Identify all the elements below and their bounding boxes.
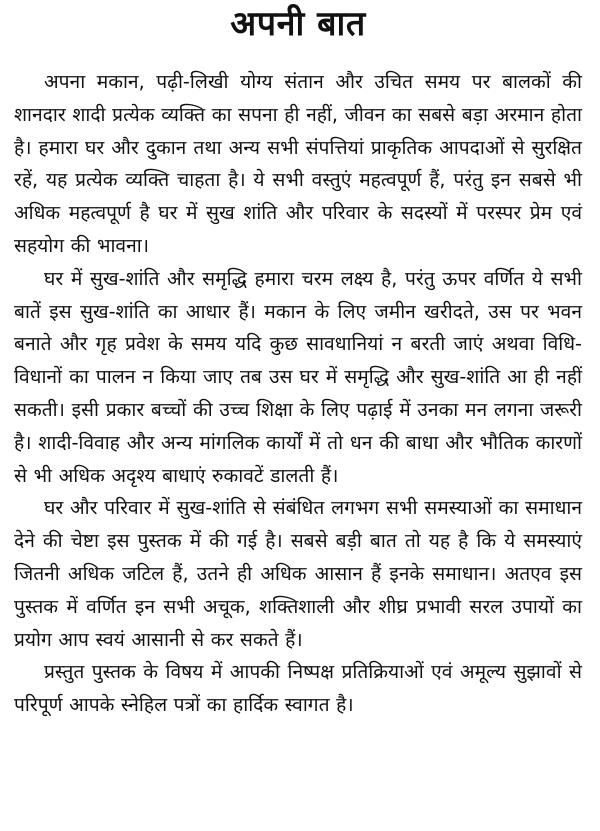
- paragraph-3: घर और परिवार में सुख-शांति से संबंधित लगभग सभी समस्याओं का समाधान देने की चेष्टा इस पुस्तक में की गई है। सबसे बड़ी बात तो यह है कि ये समस्याएं जितनी अधिक जटिल हैं, उतने ही अधिक आसान हैं इनके समाधान। अतएव इस पुस्तक में वर्णित इन सभी अचूक, शक्तिशाली और शीघ्र प्रभावी सरल उपायों का प्रयोग आप स्वयं आसानी से कर सकते हैं।: [14, 496, 582, 651]
- paragraph-2: घर में सुख-शांति और समृद्धि हमारा चरम लक्ष्य है, परंतु ऊपर वर्णित ये सभी बातें इस सुख-शांति का आधार हैं। मकान के लिए जमीन खरीदते, उस पर भवन बनाते और गृह प्रवेश के समय यदि कुछ सावधानियां न बरती जाएं अथवा विधि-विधानों का पालन न किया जाए तब उस घर में समृद्धि और सुख-शांति आ ही नहीं सकती। इसी प्रकार बच्चों की उच्च शिक्षा के लिए पढ़ाई में उनका मन लगना जरूरी है। शादी-विवाह और अन्य मांगलिक कार्यों में तो धन की बाधा और भौतिक कारणों से भी अधिक अदृश्य बाधाएं रुकावटें डालती हैं।: [14, 266, 582, 487]
- paragraph-1: अपना मकान, पढ़ी-लिखी योग्य संतान और उचित समय पर बालकों की शानदार शादी प्रत्येक व्यक्ति का सपना ही नहीं, जीवन का सबसे बड़ा अरमान होता है। हमारा घर और दुकान तथा अन्य सभी संपत्तियां प्राकृतिक आपदाओं से सुरक्षित रहें, यह प्रत्येक व्यक्ति चाहता है। ये सभी वस्तुएं महत्वपूर्ण हैं, परंतु इन सबसे भी अधिक महत्वपूर्ण है घर में सुख शांति और परिवार के सदस्यों में परस्पर प्रेम एवं सहयोग की भावना।: [14, 70, 582, 257]
- page-title: अपनी बात: [230, 4, 366, 44]
- paragraph-4: प्रस्तुत पुस्तक के विषय में आपकी निष्पक्ष प्रतिक्रियाओं एवं अमूल्य सुझावों से परिपूर्ण आपके स्नेहिल पत्रों का हार्दिक स्वागत है।: [14, 660, 582, 717]
